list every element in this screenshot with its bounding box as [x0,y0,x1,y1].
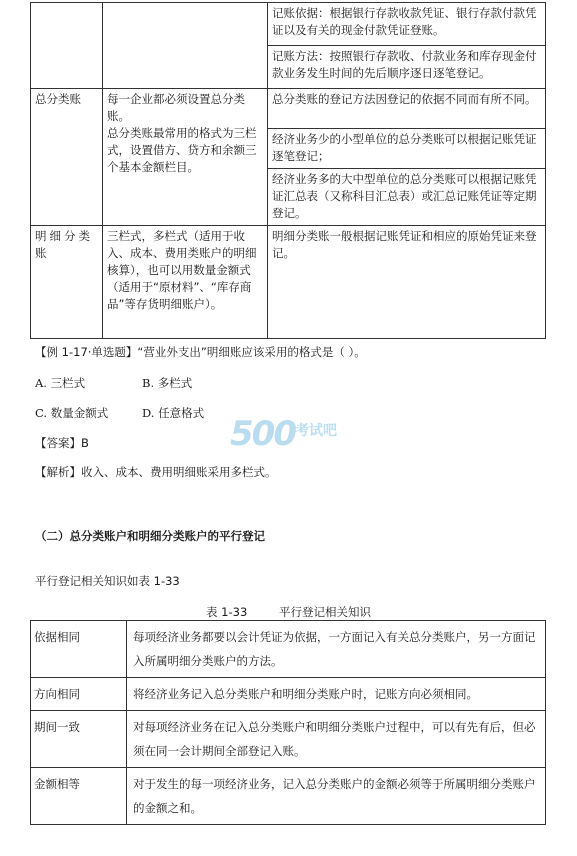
table-cell: 经济业务多的大中型单位的总分类账可以根据记账凭证汇总表（又称科目汇总表）或汇总记账凭证等定期登记。 [268,169,546,226]
parallel-posting-table [30,620,546,825]
table-cell: 经济业务少的小型单位的总分类账可以根据记账凭证逐笔登记； [268,129,546,169]
table-cell: 总分类账的登记方法因登记的依据不同而有所不同。 [268,89,546,129]
example-question: 【例 1-17·单选题】“营业外支出”明细账应该采用的格式是（ ）。 [35,345,366,359]
table-cell: 明细分类账一般根据记账凭证和相应的原始凭证来登记。 [268,226,546,339]
table-row [31,621,546,678]
answer: 【答案】B [35,436,89,450]
option-d: D. 任意格式 [142,406,205,420]
ledger-desc-detail: 三栏式，多栏式（适用于收入、成本、费用类账户的明细核算），也可以用数量金额式（适用于“原材料”、“库存商品”等存货明细账户）。 [103,226,268,339]
watermark-text: 考试吧 [294,423,337,439]
row-label: 期间一致 [31,711,127,768]
ledger-desc-general: 每一企业都必须设置总分类账。 总分类账最常用的格式为三栏式，设置借方、贷方和余额三个基本金额栏目。 [103,89,268,226]
table-row [31,3,546,46]
intro-text: 平行登记相关知识如表 1-33 [35,574,180,588]
table-cell: 记账方法：按照银行存款收、付款业务和库存现金付款业务发生时间的先后顺序逐日逐笔登记。 [268,46,546,89]
row-text: 每项经济业务都要以会计凭证为依据，一方面记入有关总分类账户，另一方面记入所属明细分类账户的方法。 [127,621,546,678]
row-text: 对于发生的每一项经济业务，记入总分类账户的金额必须等于所属明细分类账户的金额之和。 [127,768,546,825]
option-b: B. 多栏式 [142,376,193,390]
table-title: 平行登记相关知识 [278,605,371,619]
row-label: 方向相同 [31,678,127,711]
row-text: 对每项经济业务在记入总分类账户和明细分类账户过程中，可以有先有后，但必须在同一会计期间全部登记入账。 [127,711,546,768]
row-label: 依据相同 [31,621,127,678]
table-row [31,711,546,768]
table-row [31,226,546,339]
ledger-table [30,2,546,339]
ledger-label-detail: 明细分类账 [31,226,103,339]
table-row [31,768,546,825]
site-watermark-logo [230,414,337,454]
row-label: 金额相等 [31,768,127,825]
analysis: 【解析】收入、成本、费用明细账采用多栏式。 [35,465,277,479]
watermark-number: 500 [230,414,295,454]
ledger-label-general: 总分类账 [31,89,103,226]
row-text: 将经济业务记入总分类账户和明细分类账户时，记账方向必须相同。 [127,678,546,711]
table-caption [0,604,577,620]
option-a: A. 三栏式 [35,376,86,390]
table-cell [31,3,103,89]
table-row [31,89,546,129]
table-number: 表 1-33 [206,605,248,619]
section-heading: （二）总分类账户和明细分类账户的平行登记 [35,529,265,543]
table-row [31,678,546,711]
table-cell [103,3,268,89]
option-c: C. 数量金额式 [35,406,109,420]
table-cell: 记账依据：根据银行存款收款凭证、银行存款付款凭证以及有关的现金付款凭证登账。 [268,3,546,46]
